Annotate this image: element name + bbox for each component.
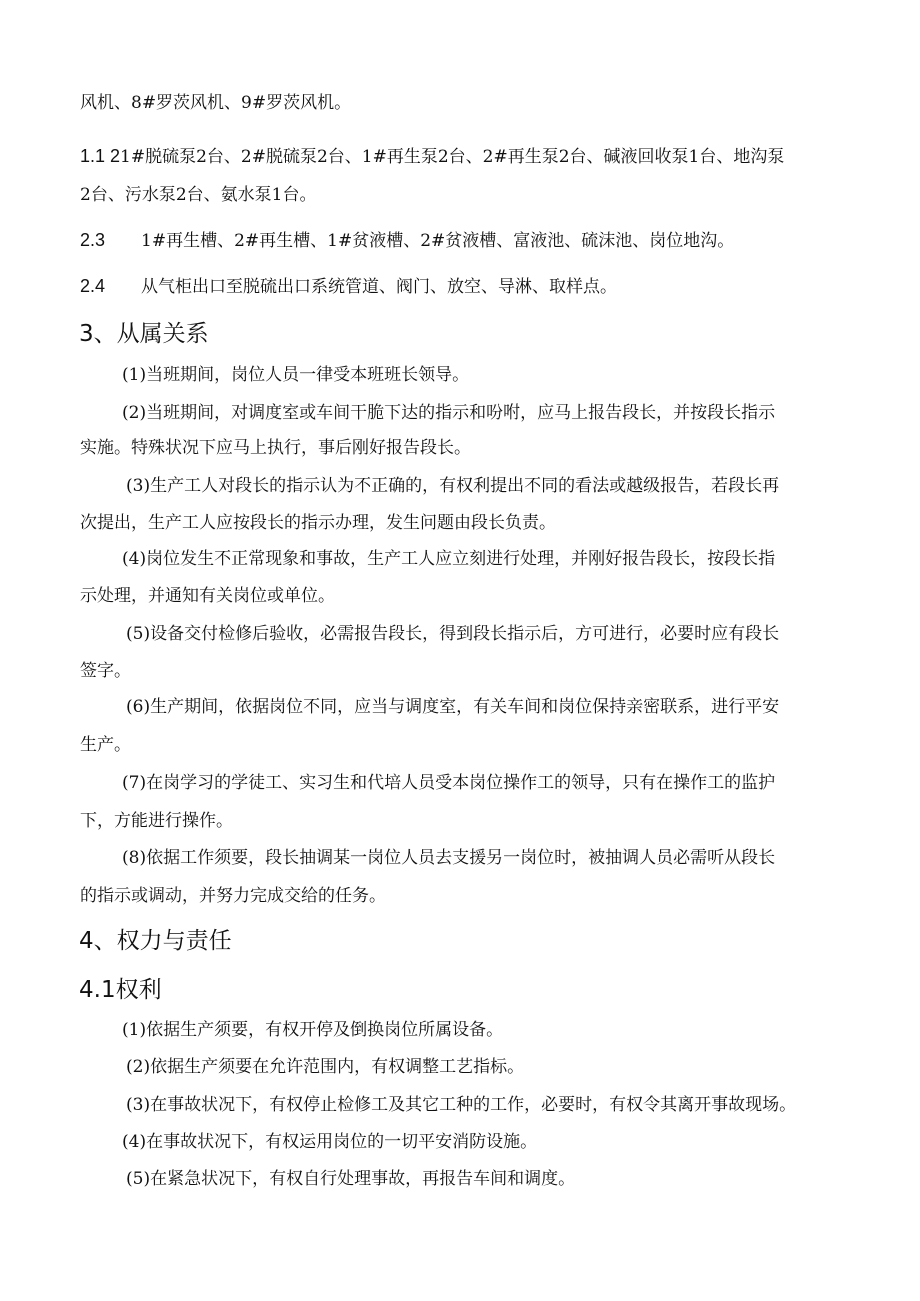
item-text: 从气柜出口至脱硫出口系统管道、阀门、放空、导淋、取样点。 [141,277,618,297]
section-3-heading: 3、从属关系 [79,321,209,347]
s3-p5-line-2: 签字。 [80,661,131,681]
item-1-line-2: 2台、污水泵2台、氨水泵1台。 [80,185,317,205]
intro-line: 风机、8#罗茨风机、9#罗茨风机。 [80,93,352,113]
section-4-heading: 4、权力与责任 [79,928,232,954]
item-number: 2.3 [80,230,106,250]
s4-p2: (2)依据生产须要在允许范围内，有权调整工艺指标。 [126,1057,525,1077]
s3-p4-line-1: (4)岗位发生不正常现象和事故，生产工人应立刻进行处理，并刚好报告段长，按段长指 [122,549,776,569]
s3-p2-line-1: (2)当班期间，对调度室或车间干脆下达的指示和吩咐，应马上报告段长，并按段长指示 [122,403,776,423]
s3-p7-line-2: 下，方能进行操作。 [80,811,233,831]
s3-p8-line-2: 的指示或调动，并努力完成交给的任务。 [80,886,386,906]
s3-p4-line-2: 示处理，并通知有关岗位或单位。 [80,586,335,606]
item-number: 1.1 2 [80,146,121,166]
s4-p3: (3)在事故状况下，有权停止检修工及其它工种的工作，必要时，有权令其离开事故现场。 [126,1095,797,1115]
item-1-line-1 [80,145,784,168]
item-text: 1#再生槽、2#再生槽、1#贫液槽、2#贫液槽、富液池、硫沫池、岗位地沟。 [141,231,735,251]
s3-p7-line-1: (7)在岗学习的学徒工、实习生和代培人员受本岗位操作工的领导，只有在操作工的监护 [122,773,776,793]
s3-p6-line-2: 生产。 [80,735,131,755]
s3-p1-line-1: (1)当班期间，岗位人员一律受本班班长领导。 [122,365,470,385]
s3-p5-line-1: (5)设备交付检修后验收，必需报告段长，得到段长指示后，方可进行，必要时应有段长 [126,624,780,644]
s4-p1: (1)依据生产须要，有权开停及倒换岗位所属设备。 [122,1020,504,1040]
section-4-1-heading: 4.1权利 [79,977,162,1003]
item-text: 1#脱硫泵2台、2#脱硫泵2台、1#再生泵2台、2#再生泵2台、碱液回收泵1台、地沟泵 [120,147,785,167]
s4-p4: (4)在事故状况下，有权运用岗位的一切平安消防设施。 [122,1132,538,1152]
s4-p5: (5)在紧急状况下，有权自行处理事故，再报告车间和调度。 [126,1169,576,1189]
s3-p6-line-1: (6)生产期间，依据岗位不同，应当与调度室，有关车间和岗位保持亲密联系，进行平安 [126,697,780,717]
s3-p2-line-2: 实施。特殊状况下应马上执行，事后刚好报告段长。 [80,438,471,458]
item-2-line [80,229,734,252]
s3-p3-line-2: 次提出，生产工人应按段长的指示办理，发生问题由段长负责。 [80,513,556,533]
s3-p8-line-1: (8)依据工作须要，段长抽调某一岗位人员去支援另一岗位时，被抽调人员必需听从段长 [122,848,776,868]
item-3-line [80,275,617,298]
item-number: 2.4 [80,276,106,296]
s3-p3-line-1: (3)生产工人对段长的指示认为不正确的，有权利提出不同的看法或越级报告，若段长再 [126,476,780,496]
